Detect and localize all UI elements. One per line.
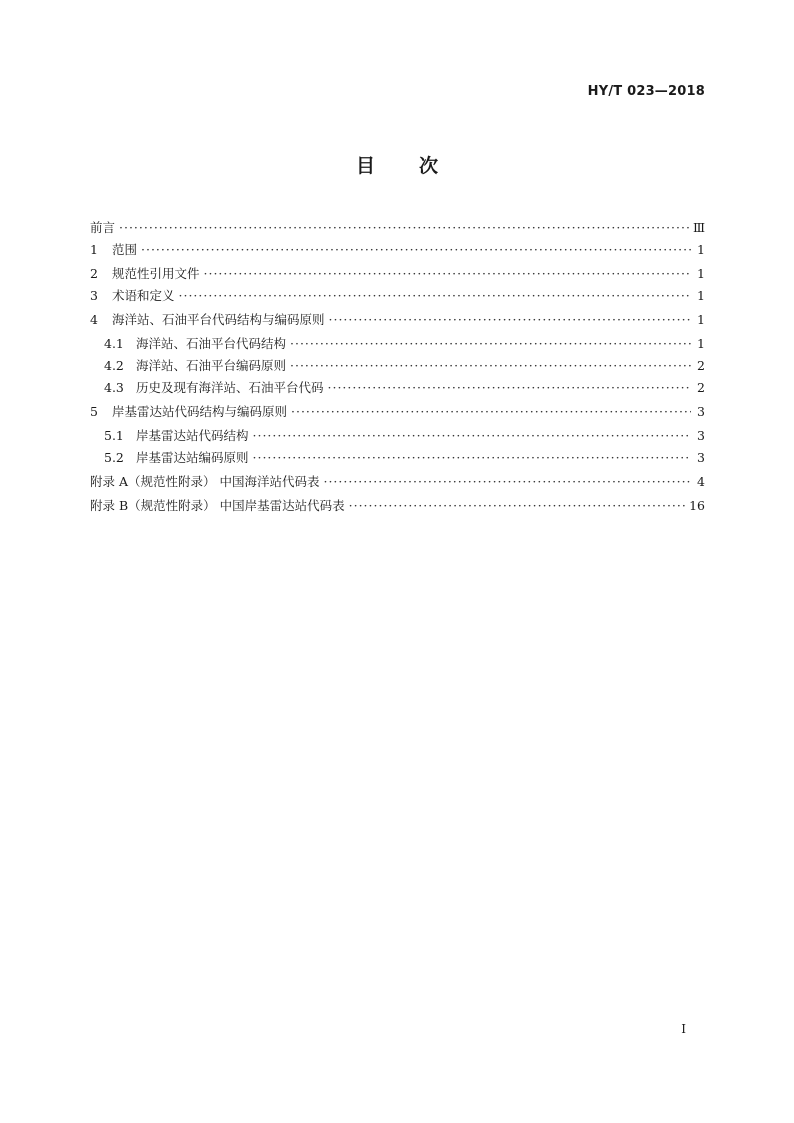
toc-entry-5-1[interactable] [90, 425, 705, 447]
toc-entry-4-1[interactable] [90, 333, 705, 355]
toc-entry-label: 岸基雷达站编码原则 [136, 450, 249, 465]
toc-entry-1[interactable] [90, 239, 705, 261]
toc-entry-label: 岸基雷达站代码结构 [136, 428, 249, 443]
dot-leader [323, 471, 691, 493]
dot-leader [349, 495, 685, 517]
toc-entry-label: 附录 B（规范性附录） 中国岸基雷达站代码表 [90, 498, 345, 513]
toc-entry-number: 5.1 [104, 428, 124, 443]
toc-entry-label: 海洋站、石油平台代码结构与编码原则 [112, 312, 325, 327]
toc-entry-4[interactable] [90, 309, 705, 331]
dot-leader [119, 217, 689, 239]
dot-leader [291, 401, 691, 423]
toc-entry-page: Ⅲ [692, 220, 705, 235]
toc-entry-appendix-b[interactable] [90, 495, 705, 517]
toc-entry-number: 3 [90, 288, 98, 303]
dot-leader [253, 447, 691, 469]
toc-entry-page: 1 [697, 266, 705, 281]
page-title [0, 151, 794, 178]
toc-entry-2[interactable] [90, 263, 705, 285]
dot-leader [141, 239, 691, 261]
toc-entry-4-2[interactable] [90, 355, 705, 377]
toc-entry-page: 1 [697, 242, 705, 257]
title-char-2: 次 [419, 155, 439, 177]
toc-entry-label: 规范性引用文件 [112, 266, 200, 281]
toc-entry-number: 4.2 [104, 358, 124, 373]
toc-entry-page: 2 [697, 380, 705, 395]
toc-entry-appendix-a[interactable] [90, 471, 705, 493]
toc-entry-number: 1 [90, 242, 98, 257]
toc-entry-number: 5 [90, 404, 98, 419]
toc-entry-page: 1 [697, 336, 705, 351]
dot-leader [179, 285, 691, 307]
dot-leader [328, 377, 691, 399]
toc-entry-label: 范围 [112, 242, 138, 257]
toc-entry-label: 附录 A（规范性附录） 中国海洋站代码表 [90, 474, 320, 489]
toc-entry-number: 4.3 [104, 380, 124, 395]
toc-entry-page: 1 [697, 312, 705, 327]
toc-entry-label: 术语和定义 [112, 288, 175, 303]
dot-leader [290, 333, 691, 355]
toc-entry-page: 3 [697, 450, 705, 465]
toc-entry-page: 1 [697, 288, 705, 303]
toc-entry-5-2[interactable] [90, 447, 705, 469]
toc-entry-label: 海洋站、石油平台编码原则 [136, 358, 287, 373]
dot-leader [329, 309, 691, 331]
toc-entry-number: 4.1 [104, 336, 124, 351]
toc-entry-page: 4 [697, 474, 705, 489]
dot-leader [290, 355, 691, 377]
page-number: Ⅰ [681, 1022, 686, 1036]
toc-entry-3[interactable] [90, 285, 705, 307]
dot-leader [204, 263, 691, 285]
toc-entry-number: 4 [90, 312, 98, 327]
toc-entry-foreword[interactable] [90, 217, 705, 239]
toc-entry-page: 2 [697, 358, 705, 373]
toc-entry-page: 16 [689, 498, 705, 513]
toc-entry-label: 岸基雷达站代码结构与编码原则 [112, 404, 288, 419]
title-char-1: 目 [355, 155, 375, 177]
toc-entry-label: 历史及现有海洋站、石油平台代码 [136, 380, 324, 395]
table-of-contents [90, 217, 705, 517]
dot-leader [253, 425, 691, 447]
toc-entry-5[interactable] [90, 401, 705, 423]
toc-entry-number: 2 [90, 266, 98, 281]
toc-entry-number: 5.2 [104, 450, 124, 465]
toc-entry-label: 前言 [90, 220, 116, 235]
toc-entry-label: 海洋站、石油平台代码结构 [136, 336, 287, 351]
toc-entry-page: 3 [697, 428, 705, 443]
document-code: HY/T 023—2018 [587, 84, 705, 99]
toc-entry-page: 3 [697, 404, 705, 419]
toc-entry-4-3[interactable] [90, 377, 705, 399]
